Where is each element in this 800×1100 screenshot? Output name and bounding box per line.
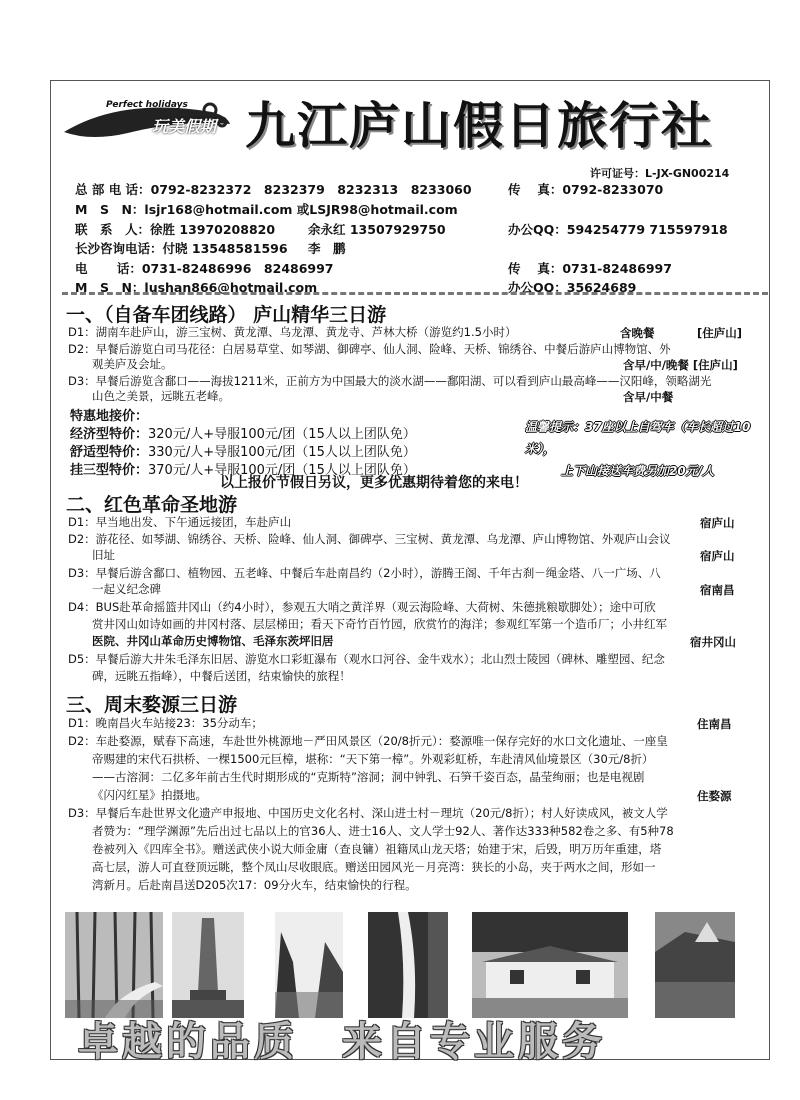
price-comfort-value: 330元/人+导服100元/团（15人以上团队免）	[148, 445, 416, 460]
changsha-contact-2: 李 鹏	[308, 241, 346, 256]
section-2-title: 二、红色革命圣地游	[66, 494, 238, 516]
s2-day4-line3: 医院、井冈山革命历史博物馆、毛泽东茨坪旧居	[92, 634, 334, 648]
changsha-contact-row	[75, 239, 288, 257]
s3-day3-line5: 湾新月。后赴南昌送D205次17：09分火车，结束愉快的行程。	[92, 878, 417, 892]
s3-day2-line3: ——古溶洞：二亿多年前古生代时期形成的“克斯特”溶洞；洞中钟乳、石笋千姿百态，晶莹绚丽；也是电视剧	[92, 770, 645, 784]
photo-old-residence	[472, 912, 628, 1018]
s3-day2-stay: 住婺源	[697, 789, 732, 803]
price-economy-label: 经济型特价：	[70, 427, 149, 442]
s2-day4-stay: 宿井冈山	[690, 635, 736, 649]
s2-day5-line2: 碑，远眺五指峰），中餐后送团，结束愉快的旅程！	[92, 669, 351, 683]
price-economy-value: 320元/人+导服100元/团（15人以上团队免）	[148, 427, 416, 442]
s2-day2-line2: 旧址	[92, 548, 115, 562]
qq-label: 办公QQ：	[508, 222, 567, 237]
s2-day3-stay: 宿南昌	[700, 583, 735, 597]
changsha-phone-label: 电 话：	[75, 261, 142, 276]
logo-chinese-text: 玩美假期	[152, 117, 217, 136]
price-three-star-label: 挂三型特价：	[70, 463, 149, 478]
photo-forest-path	[65, 912, 163, 1018]
s1-day1: D1：湖南车赴庐山，游三宝树、黄龙潭、乌龙潭、黄龙寺、芦林大桥（游览约1.5小时）	[68, 325, 517, 339]
changsha-fax: 0731-82486997	[562, 261, 672, 276]
promo-text: 以上报价节假日另议，更多优惠期待着您的来电！	[220, 475, 528, 491]
msn-row	[75, 200, 458, 218]
s3-day2-line2: 帝赐建的宋代石拱桥、一棵1500元巨樟，堪称：“天下第一樟”。外观彩虹桥，车赴清风仙境景区（30元/8折）	[92, 752, 654, 766]
s3-day1: D1：晚南昌火车站接23：35分动车；	[68, 716, 263, 730]
s2-day5-line1: D5：早餐后游大井朱毛泽东旧居、游览水口彩虹瀑布（观水口河谷、金牛戏水）；北山烈士陵园（碑林、雕塑园、纪念	[68, 652, 665, 666]
warm-tip-line1: 温馨提示：37座以上自驾车（车长超过10米），	[525, 420, 751, 456]
changsha-label: 长沙咨询电话：	[75, 241, 163, 256]
changsha-contact-1: 付晓 13548581596	[162, 241, 288, 256]
price-comfort	[70, 441, 416, 460]
changsha-qq-label: 办公QQ：	[508, 280, 567, 295]
price-comfort-label: 舒适型特价：	[70, 445, 149, 460]
price-heading-label: 特惠地接价：	[70, 409, 149, 424]
slogan: 卓越的品质 来自专业服务	[78, 1019, 606, 1065]
s3-day3-line1: D3：早餐后车赴世界文化遗产申报地、中国历史文化名村、深山进士村－理坑（20元/8折）；村人好读成风，被文人学	[68, 806, 668, 820]
msn-label: M S N：	[75, 202, 145, 217]
section-1-title: 一、（自备车团线路） 庐山精华三日游	[66, 304, 387, 326]
s1-day3-line1: D3：早餐后游览含鄱口——海拔1211米，正前方为中国最大的淡水湖——鄱阳湖、可以看到庐山最高峰——汉阳峰，领略湖光	[68, 374, 712, 388]
s3-day3-line3: 卷被列入《四库全书》。赠送武侠小说大师金庸（查良镛）祖籍凤山龙天塔；始建于宋，后毁，明万历年重建，塔	[92, 842, 662, 856]
s3-day3-line4: 高七层，游人可直登顶远眺，整个凤山尽收眼底。赠送田园风光－月亮湾：狭长的小岛，夹于两水之间，形如一	[92, 860, 656, 874]
s3-day1-stay: 住南昌	[697, 717, 732, 731]
s1-day2-line1: D2：早餐后游览白司马花径：白居易草堂、如琴湖、御碑亭、仙人洞、险峰、天桥、锦绣谷、中餐后游庐山博物馆、外	[68, 342, 671, 356]
section-3-title: 三、周末婺源三日游	[66, 694, 238, 716]
photo-monument	[172, 912, 244, 1018]
license-number: 许可证号：L-JX-GN00214	[590, 167, 730, 180]
qq-row	[508, 220, 728, 238]
photo-mountain-peak	[275, 912, 343, 1018]
photo-waterfall	[368, 912, 448, 1018]
s3-day2-line4: 《闪闪红星》拍摄地。	[92, 788, 207, 802]
s3-day3-line2: 者赞为：“理学渊源”先后出过七品以上的官36人、进士16人、文人学士92人、著作达333种582卷之多、有5种78	[92, 824, 674, 838]
s2-day1-stay: 宿庐山	[700, 516, 735, 530]
changsha-fax-label: 传 真：	[508, 261, 563, 276]
price-economy	[70, 423, 416, 442]
s2-day3-line2: 一起义纪念碑	[92, 582, 161, 596]
hq-fax: 0792-8233070	[562, 182, 664, 197]
hq-fax-row	[508, 180, 663, 198]
s2-day4-line2: 赏井冈山如诗如画的井冈村落、层层梯田；看天下奇竹百竹园，欣赏竹的海洋；参观红军第一个造币厂；小井红军	[92, 617, 667, 631]
msn-address[interactable]: lsjr168@hotmail.com 或LSJR98@hotmail.com	[144, 202, 458, 217]
price-three-star-value: 370元/人+导服100元/团（15人以上团队免）	[148, 463, 416, 478]
warm-tip-line2: 上下山接送车费另加20元/人	[561, 464, 715, 478]
s1-day3-meal: 含早/中餐	[623, 390, 674, 404]
s1-day1-stay: [住庐山]	[697, 326, 743, 340]
changsha-msn[interactable]: lushan866@hotmail.com	[144, 280, 318, 295]
changsha-msn-label: M S N：	[75, 280, 145, 295]
s2-day2-stay: 宿庐山	[700, 549, 735, 563]
changsha-phones: 0731-82486996 82486997	[141, 261, 334, 276]
company-logo	[62, 88, 240, 144]
hq-phone-row	[75, 180, 472, 198]
s2-day3-line1: D3：早餐后游含鄱口、植物园、五老峰、中餐后车赴南昌约（2小时），游腾王阁、千年古刹－绳金塔、八一广场、八	[68, 566, 661, 580]
photo-village-tower	[655, 912, 735, 1018]
hq-fax-label: 传 真：	[508, 182, 563, 197]
s2-day2-line1: D2：游花径、如琴湖、锦绣谷、天桥、险峰、仙人洞、御碑亭、三宝树、黄龙潭、乌龙潭、庐山博物馆、外观庐山会议	[68, 532, 671, 546]
price-heading	[70, 405, 148, 424]
divider	[62, 292, 768, 295]
changsha-fax-row	[508, 259, 672, 277]
s1-day3-line2: 山色之美景，远眺五老峰。	[92, 389, 230, 403]
logo-english-text: Perfect holidays	[106, 100, 188, 110]
hq-phone-label: 总 部 电 话：	[75, 182, 151, 197]
agency-name: 九江庐山假日旅行社	[245, 97, 713, 155]
contact-person-row	[75, 220, 275, 238]
contact-person-2: 余永红 13507929750	[308, 222, 446, 237]
hq-phones: 0792-8232372 8232379 8232313 8233060	[150, 182, 472, 197]
contact-label: 联 系 人：	[75, 222, 151, 237]
warm-tip	[525, 416, 770, 482]
s1-day1-meal: 含晚餐	[620, 326, 655, 340]
s1-day2-meal: 含早/中/晚餐 [住庐山]	[623, 358, 738, 372]
contact-person-1: 徐胜 13970208820	[150, 222, 276, 237]
s1-day2-line2: 观美庐及会址。	[92, 357, 173, 371]
changsha-phone-row	[75, 259, 334, 277]
changsha-qq: 35624689	[566, 280, 637, 295]
s2-day4-line1: D4：BUS赴革命摇篮井冈山（约4小时），参观五大哨之黄洋界（观云海险峰、大荷树、朱德挑粮歇脚处）；途中可欣	[68, 600, 656, 614]
qq-numbers: 594254779 715597918	[566, 222, 728, 237]
s2-day1: D1：早当地出发、下午通远接团，车赴庐山	[68, 515, 292, 529]
s3-day2-line1: D2：车赴婺源，赋春下高速，车赴世外桃源地－严田风景区（20/8折元）：婺源唯一保存完好的水口文化遗址、一座皇	[68, 734, 668, 748]
